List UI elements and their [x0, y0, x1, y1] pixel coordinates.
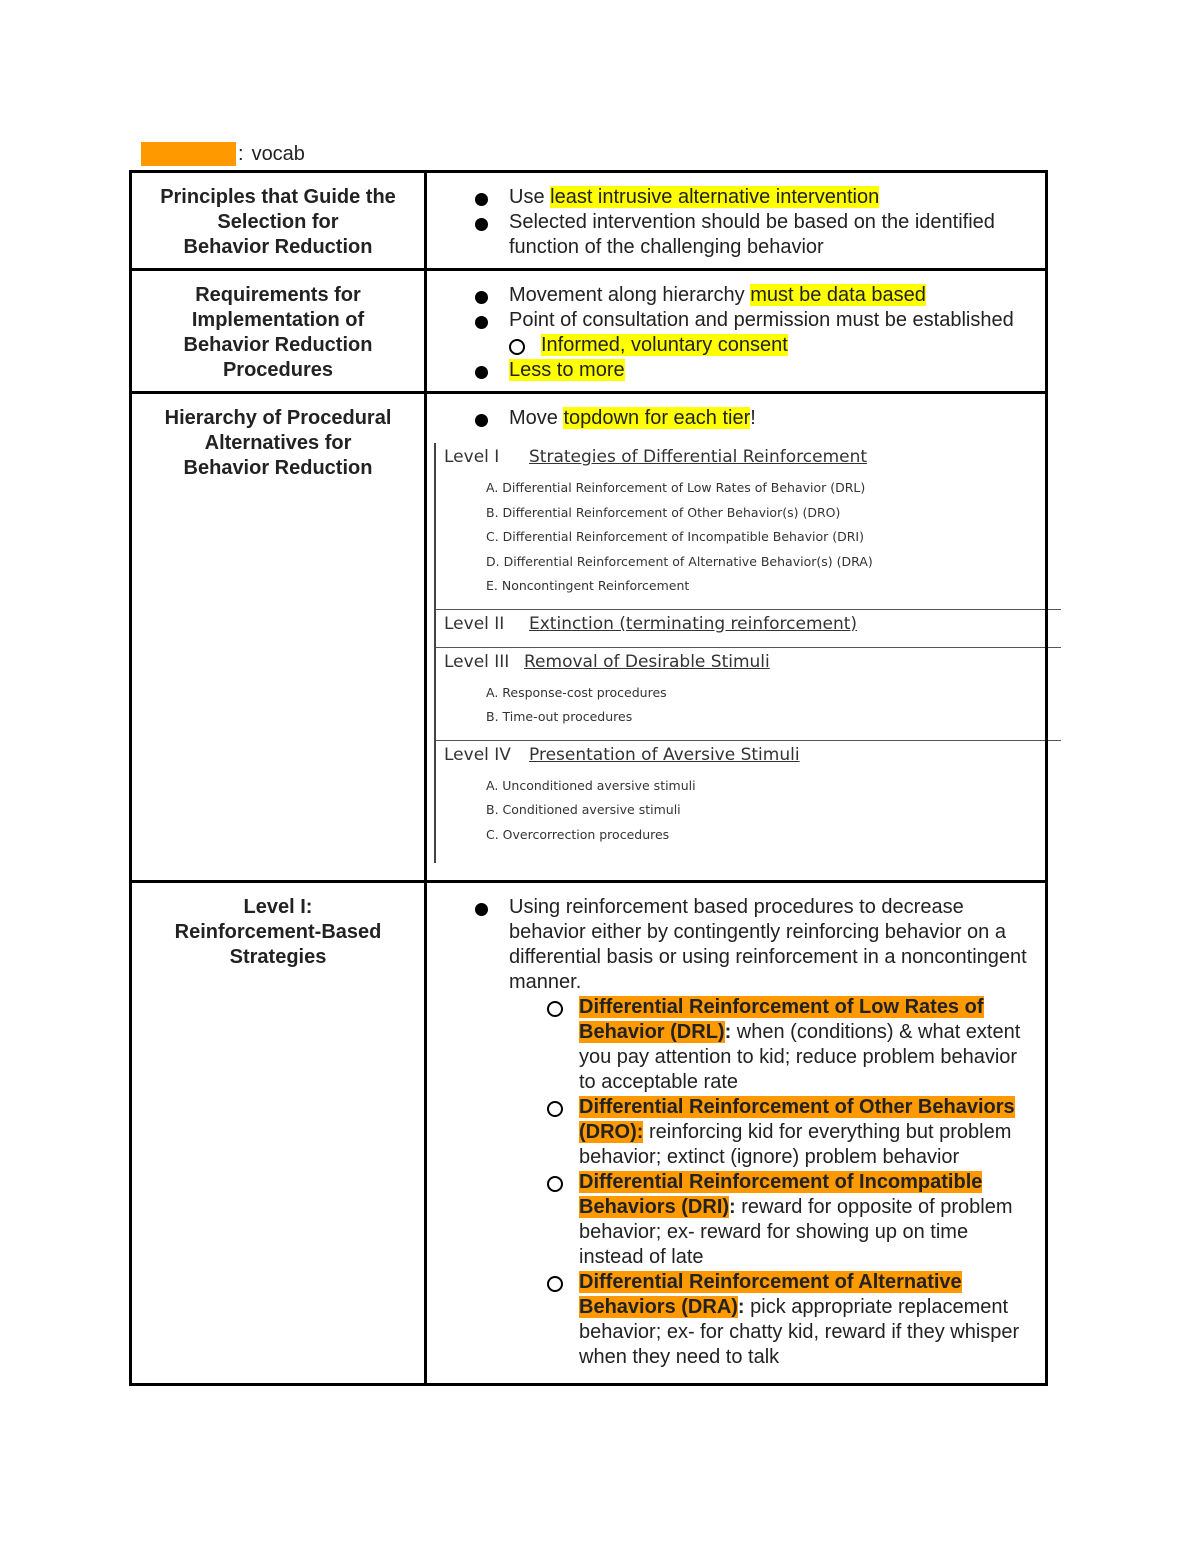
bullet-item: Point of consultation and permission must be established Informed, voluntary consent	[427, 308, 1035, 358]
term-line: Procedures	[222, 359, 334, 381]
term-cell	[131, 270, 426, 393]
highlighted-text: topdown for each tier	[563, 407, 751, 429]
term-line: Level I:	[243, 896, 313, 918]
level-item: C. Differential Reinforcement of Incompatible Behavior (DRI)	[486, 529, 864, 544]
table-row	[131, 172, 1047, 270]
highlighted-text: Informed, voluntary consent	[541, 334, 788, 356]
sub-bullet-item: Differential Reinforcement of Alternative Behaviors (DRA): pick appropriate replacement behavior; ex- for chatty kid, reward if they whisper when they need to talk	[509, 1270, 1035, 1370]
description-cell	[426, 393, 1047, 882]
level-code: Level II	[444, 613, 505, 634]
term-cell	[131, 172, 426, 270]
level-item: A. Unconditioned aversive stimuli	[486, 777, 696, 793]
hierarchy-level	[436, 443, 1061, 610]
bullet-item: Selected intervention should be based on the identified function of the challenging behavior	[427, 210, 1035, 260]
term-line: Principles that Guide the	[160, 186, 396, 208]
legend-label: vocab	[251, 142, 305, 165]
bullet-item: Movement along hierarchy must be data based	[427, 283, 1035, 308]
level-code: Level I	[444, 447, 500, 467]
highlighted-text: must be data based	[750, 284, 926, 306]
table-row	[131, 393, 1047, 882]
term-line: Behavior Reduction	[183, 334, 373, 356]
notes-table	[129, 170, 1048, 1386]
level-item: D. Differential Reinforcement of Alternative Behavior(s) (DRA)	[486, 553, 873, 569]
description-cell	[426, 270, 1047, 393]
legend	[141, 141, 305, 167]
level-code: Level III	[444, 651, 510, 672]
level-item: E. Noncontingent Reinforcement	[486, 578, 690, 593]
sub-bullet-item: Differential Reinforcement of Other Behaviors (DRO): reinforcing kid for everything but problem behavior; extinct (ignore) problem behavior	[509, 1095, 1035, 1170]
hierarchy-level	[436, 648, 1061, 741]
term-line: Behavior Reduction	[183, 457, 373, 479]
term-line: Requirements for	[195, 284, 361, 306]
bullet-item: Using reinforcement based procedures to decrease behavior either by contingently reinforcing behavior on a differential basis or using reinforcement in a noncontingent manner. Differential Reinforcement of Low Rates of Behavior (DRL): when (conditions) & what extent you pay attention to kid; reduce problem behavior to acceptable rate Differential Reinforcement of Other Behaviors (DRO): reinforcing kid for everything but problem behavior; extinct (ignore) problem behavior Differential Reinforcement of Incompatible Behaviors (DRI): reward for opposite of problem behavior; ex- reward for showing up on time instead of late Differential Reinforcement of Alternative Behaviors (DRA): pick appropriate replacement behavior; ex- for chatty kid, reward if they whisper when they need to talk	[427, 895, 1035, 1370]
hierarchy-figure	[434, 443, 1061, 863]
highlighted-text: Less to more	[509, 359, 625, 381]
description-cell	[426, 172, 1047, 270]
legend-separator: :	[238, 142, 244, 165]
hierarchy-level	[436, 741, 1061, 864]
sub-bullet-item	[471, 333, 1035, 358]
table-row	[131, 882, 1047, 1385]
term-line: Hierarchy of Procedural	[164, 407, 392, 429]
highlighted-term: Differential Reinforcement of Incompatible Behaviors (DRI)	[579, 1171, 983, 1218]
highlighted-term: Differential Reinforcement of Other Behaviors (DRO):	[579, 1096, 1015, 1143]
level-item: B. Time-out procedures	[486, 709, 633, 724]
level-item: C. Overcorrection procedures	[486, 826, 670, 842]
bullet-item: Move topdown for each tier!	[427, 406, 1035, 431]
highlighted-term: Differential Reinforcement of Low Rates of Behavior (DRL)	[579, 996, 984, 1043]
term-line: Strategies	[229, 946, 327, 968]
term-line: Alternatives for	[204, 432, 352, 454]
level-code: Level IV	[444, 744, 511, 765]
level-item: A. Response-cost procedures	[486, 684, 667, 700]
level-title: Strategies of Differential Reinforcement	[529, 447, 868, 467]
term-line: Behavior Reduction	[183, 236, 373, 258]
bullet-item	[427, 358, 1035, 383]
level-title: Extinction (terminating reinforcement)	[529, 613, 858, 634]
level-item: B. Differential Reinforcement of Other Behavior(s) (DRO)	[486, 504, 841, 520]
term-line: Reinforcement-Based	[174, 921, 382, 943]
highlighted-term: Differential Reinforcement of Alternative Behaviors (DRA)	[579, 1271, 962, 1318]
term-line: Selection for	[217, 211, 339, 233]
table-row	[131, 270, 1047, 393]
orange-highlight-swatch	[141, 142, 236, 166]
sub-bullet-item: Differential Reinforcement of Incompatible Behaviors (DRI): reward for opposite of problem behavior; ex- reward for showing up on time instead of late	[509, 1170, 1035, 1270]
term-line: Implementation of	[191, 309, 365, 331]
level-title: Removal of Desirable Stimuli	[524, 651, 770, 672]
level-item: A. Differential Reinforcement of Low Rates of Behavior (DRL)	[486, 480, 866, 495]
hierarchy-level	[436, 610, 1061, 648]
term-cell	[131, 393, 426, 882]
term-cell	[131, 882, 426, 1385]
highlighted-text: least intrusive alternative intervention	[550, 186, 880, 208]
level-item: B. Conditioned aversive stimuli	[486, 802, 681, 817]
sub-bullet-item: Differential Reinforcement of Low Rates of Behavior (DRL): when (conditions) & what extent you pay attention to kid; reduce problem behavior to acceptable rate	[509, 995, 1035, 1095]
description-cell	[426, 882, 1047, 1385]
level-title: Presentation of Aversive Stimuli	[529, 744, 800, 765]
bullet-item: Use least intrusive alternative intervention	[427, 185, 1035, 210]
